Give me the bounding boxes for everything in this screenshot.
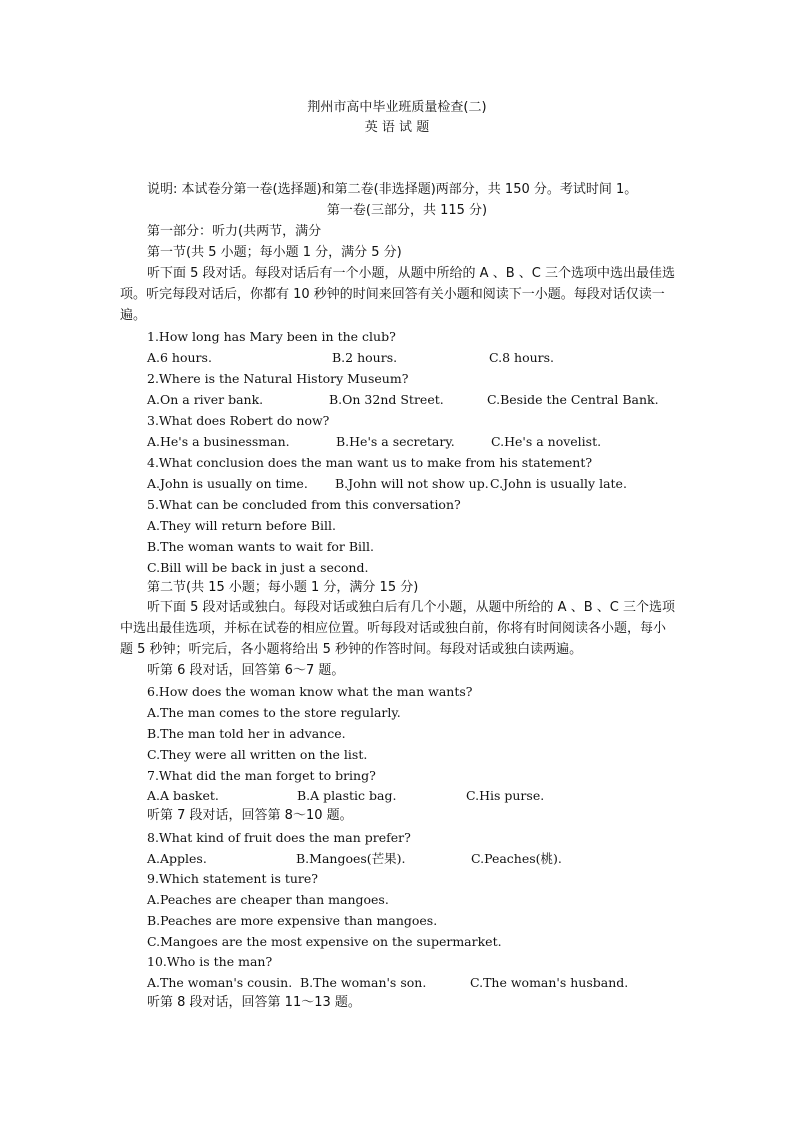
option-c: C.Peaches(桃). — [471, 851, 562, 866]
question-6-option-b: B.The man told her in advance. — [147, 726, 346, 741]
exam-note: 说明: 本试卷分第一卷(选择题)和第二卷(非选择题)两部分，共 150 分。考试时间 1。 — [147, 182, 638, 197]
subtitle-text: 英 语 试 题 — [364, 120, 430, 135]
question-5-option-c: C.Bill will be back in just a second. — [147, 560, 369, 575]
exam-title: 荆州市高中毕业班质量检查(二) — [307, 100, 487, 115]
dialog-7-heading: 听第 7 段对话，回答第 8～10 题。 — [147, 808, 353, 823]
question-8-stem: 8.What kind of fruit does the man prefer? — [147, 830, 411, 845]
dialog-6-heading: 听第 6 段对话，回答第 6～7 题。 — [147, 663, 345, 678]
volume-one-heading: 第一卷(三部分，共 115 分) — [326, 203, 488, 218]
question-5-option-b: B.The woman wants to wait for Bill. — [147, 539, 375, 554]
option-a: A.The woman's cousin. — [147, 975, 293, 990]
question-9-stem: 9.Which statement is ture? — [147, 871, 318, 886]
question-10-stem: 10.Who is the man? — [147, 954, 273, 969]
option-b: B.The woman's son. — [300, 975, 427, 990]
option-b: B.A plastic bag. — [297, 788, 397, 803]
option-c: C.His purse. — [466, 788, 545, 803]
question-9-option-b: B.Peaches are more expensive than mangoes. — [147, 913, 438, 928]
option-b: B.2 hours. — [332, 350, 398, 365]
question-1-stem: 1.How long has Mary been in the club? — [147, 329, 396, 344]
question-3-stem: 3.What does Robert do now? — [147, 413, 330, 428]
option-b: B.John will not show up. — [335, 476, 489, 491]
option-c: C.He's a novelist. — [491, 434, 602, 449]
option-b: B.On 32nd Street. — [329, 392, 444, 407]
section-two-heading: 第二节(共 15 小题；每小题 1 分，满分 15 分) — [147, 580, 419, 595]
option-a: A.John is usually on time. — [147, 476, 308, 491]
option-c: C.Beside the Central Bank. — [487, 392, 659, 407]
option-c: C.John is usually late. — [490, 476, 627, 491]
option-b: B.Mangoes(芒果). — [296, 851, 406, 866]
option-c: C.8 hours. — [489, 350, 555, 365]
question-9-option-a: A.Peaches are cheaper than mangoes. — [147, 892, 389, 907]
exam-subtitle — [0, 118, 794, 138]
question-5-option-a: A.They will return before Bill. — [147, 518, 336, 533]
question-6-option-a: A.The man comes to the store regularly. — [147, 705, 401, 720]
section-one-heading: 第一节(共 5 小题；每小题 1 分，满分 5 分) — [147, 245, 402, 260]
section-one-instructions: 听下面 5 段对话。每段对话后有一个小题，从题中所给的 A 、B 、C 三个选项中选出最佳选项。听完每段对话后，你都有 10 秒钟的时间来回答有关小题和阅读下一小题。每段对话仅读一遍。 — [120, 266, 675, 323]
dialog-8-heading: 听第 8 段对话，回答第 11～13 题。 — [147, 995, 361, 1010]
question-2-stem: 2.Where is the Natural History Museum? — [147, 371, 409, 386]
option-a: A.Apples. — [147, 851, 207, 866]
option-a: A.On a river bank. — [147, 392, 264, 407]
option-b: B.He's a secretary. — [336, 434, 455, 449]
part-one-heading: 第一部分：听力(共两节，满分 — [147, 224, 322, 239]
option-a: A.6 hours. — [147, 350, 212, 365]
option-c: C.The woman's husband. — [470, 975, 629, 990]
section-two-instructions: 听下面 5 段对话或独白。每段对话或独白后有几个小题，从题中所给的 A 、B 、C 三个选项中选出最佳选项，并标在试卷的相应位置。听每段对话或独白前，你将有时间阅读各小题，每小题 5 秒钟；听完后，各小题将给出 5 秒钟的作答时间。每段对话或独白读两遍。 — [120, 600, 675, 657]
question-6-stem: 6.How does the woman know what the man wants? — [147, 684, 473, 699]
question-9-option-c: C.Mangoes are the most expensive on the supermarket. — [147, 934, 502, 949]
question-4-stem: 4.What conclusion does the man want us to make from his statement? — [147, 455, 593, 470]
option-a: A.He's a businessman. — [147, 434, 290, 449]
option-a: A.A basket. — [147, 788, 219, 803]
question-6-option-c: C.They were all written on the list. — [147, 747, 368, 762]
question-5-stem: 5.What can be concluded from this conversation? — [147, 497, 461, 512]
question-7-stem: 7.What did the man forget to bring? — [147, 768, 376, 783]
